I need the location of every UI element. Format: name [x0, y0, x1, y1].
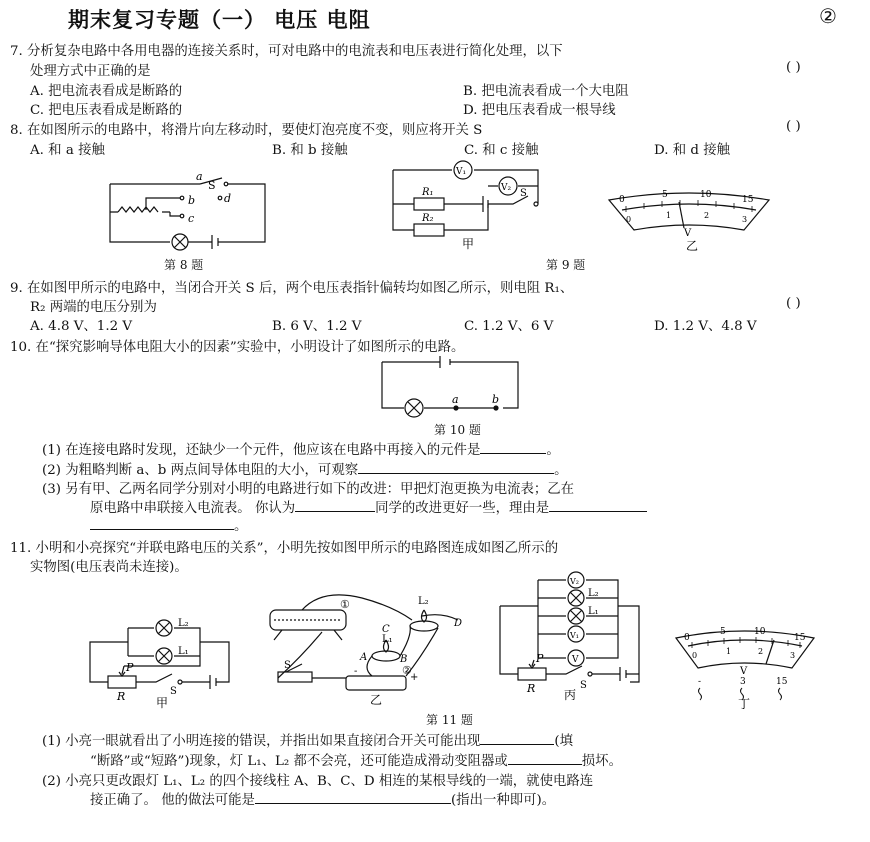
figure-11-caption: 第 11 题 — [426, 713, 473, 727]
fig8-label-a: a — [196, 170, 203, 183]
fig11-terminal-minus: - — [698, 677, 702, 687]
figure-9-caption: 第 9 题 — [546, 258, 586, 272]
q10-sub3-text: 原电路中串联接入电流表。 你认为 — [90, 501, 296, 516]
q10-sub3-line3 — [90, 515, 247, 534]
figure-11-yi-physical — [262, 596, 472, 706]
q7-answer-paren: ( ) — [786, 60, 801, 75]
q7-option-b: B. 把电流表看成一个大电阻 — [463, 84, 629, 99]
q11-sub1b-end: 损坏。 — [581, 754, 622, 769]
fig11-bing-v: V — [572, 655, 579, 665]
q10-sub3-blank-reason-cont[interactable] — [90, 515, 234, 530]
fig11-meter-top-15: 15 — [794, 633, 806, 643]
fig11-terminal-3: 3 — [740, 677, 746, 687]
q9-option-d: D. 1.2 V、4.8 V — [654, 319, 757, 334]
q8-option-c: C. 和 c 接触 — [464, 143, 539, 158]
q9-answer-paren: ( ) — [786, 296, 801, 311]
fig8-label-s: S — [208, 179, 216, 192]
fig11-meter-top-5: 5 — [720, 627, 726, 637]
figure-10-circuit — [378, 356, 528, 418]
q8-answer-paren: ( ) — [786, 119, 801, 134]
fig11-bing-r: R — [527, 682, 536, 695]
fig11-jia-s: S — [170, 686, 177, 697]
fig11-jia-r: R — [117, 690, 126, 703]
fig9-meter-top-0: 0 — [619, 195, 625, 205]
fig9-yi: 乙 — [686, 239, 699, 253]
page-title: 期末复习专题（一） 电压 电阻 — [68, 8, 371, 32]
fig11-yi-label: 乙 — [370, 693, 383, 707]
q11-sub1-blank-device[interactable] — [508, 750, 582, 765]
fig11-bing-label: 丙 — [564, 688, 577, 702]
q7-stem-line1: 7. 分析复杂电路中各用电器的连接关系时，可对电路中的电流表和电压表进行简化处理，以下 — [10, 44, 563, 59]
fig9-meter-bottom-2: 2 — [704, 211, 710, 220]
fig9-meter-top-5: 5 — [662, 190, 668, 200]
q10-sub1-text: (1) 在连接电路时发现，还缺少一个元件，他应该在电路中再接入的元件是 — [42, 443, 481, 458]
q10-sub2-text: (2) 为粗略判断 a、b 两点间导体电阻的大小，可观察 — [42, 463, 359, 478]
q10-sub3-blank-reason[interactable] — [549, 497, 647, 512]
fig11-bing-p: P — [536, 652, 544, 665]
fig11-bing-l1: L₁ — [588, 606, 599, 617]
fig11-yi-s: S — [284, 660, 291, 671]
fig11-bing-v1: V₁ — [570, 631, 579, 640]
fig11-yi-plus: + — [410, 672, 419, 683]
q10-stem: 10. 在“探究影响导体电阻大小的因素”实验中，小明设计了如图所示的电路。 — [10, 340, 465, 355]
figure-11-bing-circuit — [494, 574, 644, 702]
q9-stem-line2: R₂ 两端的电压分别为 — [30, 300, 157, 315]
fig9-jia: 甲 — [462, 237, 475, 251]
q11-sub1-end: (填 — [554, 734, 573, 749]
fig9-r2: R₂ — [422, 213, 434, 224]
fig11-yi-d: D — [454, 618, 463, 629]
fig11-bing-l2: L₂ — [588, 588, 599, 599]
q9-option-b: B. 6 V、1.2 V — [272, 319, 362, 334]
fig10-label-b: b — [492, 393, 500, 406]
fig11-yi-l2: L₂ — [418, 596, 429, 607]
q11-sub1b-text: “断路”或“短路”)现象，灯 L₁、L₂ 都不会亮，还可能造成滑动变阻器或 — [90, 754, 508, 769]
q10-sub3-blank-student[interactable] — [295, 497, 375, 512]
fig9-s: S — [520, 188, 527, 199]
fig11-yi-minus: - — [354, 666, 358, 677]
fig9-meter-bottom-0: 0 — [626, 215, 632, 224]
figure-8-circuit — [100, 172, 280, 252]
q11-sub1-text: (1) 小亮一眼就看出了小明连接的错误，并指出如果直接闭合开关可能出现 — [42, 734, 481, 749]
q10-sub3-mid: 同学的改进更好一些，理由是 — [375, 501, 550, 516]
q10-sub3-line1: (3) 另有甲、乙两名同学分别对小明的电路进行如下的改进：甲把灯泡更换为电流表；乙在 — [42, 482, 575, 497]
fig11-meter-top-0: 0 — [684, 633, 690, 643]
q10-sub2-blank[interactable] — [358, 459, 554, 474]
fig9-v1: V₁ — [456, 167, 467, 177]
q8-option-b: B. 和 b 接触 — [272, 143, 348, 158]
fig11-jia-l1: L₁ — [178, 646, 189, 657]
q7-option-c: C. 把电压表看成是断路的 — [30, 103, 183, 118]
fig9-meter-top-15: 15 — [742, 195, 754, 205]
fig11-jia-p: P — [126, 661, 134, 674]
q11-sub2-line2 — [90, 789, 555, 808]
fig8-label-b: b — [188, 194, 196, 207]
q7-option-d: D. 把电压表看成一根导线 — [463, 103, 616, 118]
fig10-label-a: a — [452, 393, 459, 406]
fig11-yi-a: A — [360, 652, 368, 663]
fig11-meter-bottom-3: 3 — [790, 651, 796, 660]
fig11-yi-circle1: ① — [340, 598, 350, 611]
fig9-meter-top-10: 10 — [700, 190, 712, 200]
q11-stem-line1: 11. 小明和小亮探究“并联电路电压的关系”，小明先按如图甲所示的电路图连成如图乙所示的 — [10, 541, 559, 556]
q8-option-d: D. 和 d 接触 — [654, 143, 731, 158]
fig11-bing-v2: V₂ — [570, 577, 579, 586]
q9-option-c: C. 1.2 V、6 V — [464, 319, 554, 334]
q11-sub2b-text: 接正确了。 他的做法可能是 — [90, 793, 255, 808]
figure-9-circuit — [388, 160, 558, 251]
fig11-meter-top-10: 10 — [754, 627, 766, 637]
q10-sub2 — [42, 459, 568, 478]
fig9-meter-bottom-3: 3 — [742, 215, 748, 224]
fig11-meter-bottom-0: 0 — [692, 651, 698, 660]
fig11-yi-b: B — [400, 654, 408, 665]
q10-sub1-end: 。 — [546, 443, 560, 458]
fig11-yi-c: C — [382, 624, 390, 635]
figure-10-caption: 第 10 题 — [434, 423, 481, 437]
q7-stem-line2: 处理方式中正确的是 — [30, 64, 151, 79]
fig11-jia-l2: L₂ — [178, 618, 189, 629]
q10-sub1-blank[interactable] — [480, 439, 546, 454]
q7-option-a: A. 把电流表看成是断路的 — [30, 84, 183, 99]
fig11-yi-l1: L₁ — [382, 634, 393, 645]
q11-sub2b-end: (指出一种即可)。 — [450, 793, 556, 808]
page-number: ② — [819, 4, 837, 28]
q8-stem: 8. 在如图所示的电路中，将滑片向左移动时，要使灯泡亮度不变，则应将开关 S — [10, 123, 483, 138]
q11-sub1-line2 — [90, 750, 622, 769]
fig8-label-d: d — [224, 192, 232, 205]
q10-sub2-end: 。 — [554, 463, 568, 478]
figure-11-jia-circuit — [84, 606, 234, 710]
q10-sub3-end: 。 — [234, 519, 248, 534]
fig11-meter-bottom-2: 2 — [758, 647, 764, 656]
fig9-r1: R₁ — [422, 187, 434, 198]
fig9-v2: V₂ — [501, 183, 512, 193]
figure-8-caption: 第 8 题 — [164, 258, 204, 272]
figure-9-voltmeter — [604, 190, 774, 260]
q11-sub1-line1 — [42, 730, 573, 749]
fig8-label-c: c — [188, 212, 195, 225]
fig9-meter-unit: V — [684, 228, 692, 239]
fig11-jia-label: 甲 — [156, 696, 169, 710]
q8-option-a: A. 和 a 接触 — [30, 143, 105, 158]
q11-sub2-line1: (2) 小亮只更改跟灯 L₁、L₂ 的四个接线柱 A、B、C、D 相连的某根导线的一端，就使电路连 — [42, 774, 594, 789]
figure-11-ding-voltmeter — [672, 627, 822, 711]
fig11-ding-label: 丁 — [738, 697, 751, 711]
fig11-terminal-15: 15 — [776, 677, 788, 687]
fig11-meter-unit: V — [740, 666, 748, 677]
q11-stem-line2: 实物图(电压表尚未连接)。 — [30, 560, 188, 575]
q10-sub1 — [42, 439, 560, 458]
fig11-meter-bottom-1: 1 — [726, 647, 732, 656]
q11-sub2-blank[interactable] — [255, 789, 451, 804]
q9-stem-line1: 9. 在如图甲所示的电路中，当闭合开关 S 后，两个电压表指针偏转均如图乙所示，则电阻 R₁、 — [10, 281, 574, 296]
fig9-meter-bottom-1: 1 — [666, 211, 672, 220]
q10-sub3-line2 — [90, 497, 647, 516]
fig11-bing-s: S — [580, 680, 587, 691]
q11-sub1-blank-fault[interactable] — [480, 730, 554, 745]
q9-option-a: A. 4.8 V、1.2 V — [30, 319, 133, 334]
fig11-yi-circle2: ② — [402, 664, 412, 677]
